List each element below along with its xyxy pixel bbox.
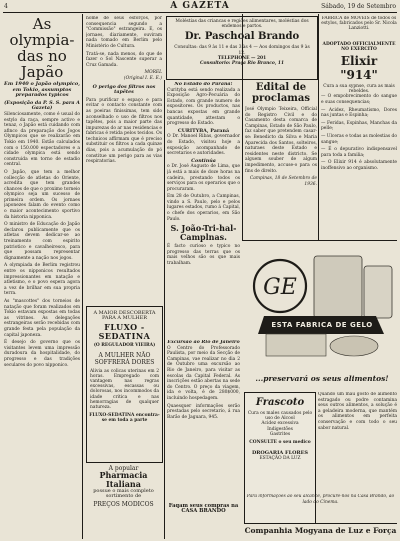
ice-block-icon	[314, 256, 362, 318]
article-title-line1: As olympia-	[9, 16, 75, 49]
elixir-adopted: ADOPTADO OFFICIALMENTE NO EXERCITO	[322, 41, 396, 52]
fluxo-sedatina-ad	[86, 306, 163, 463]
frascoto-line: Cura os males causados pelo uso de Alcool	[247, 411, 313, 422]
doctor-specialty: Moléstias das criancas e regiões alimentares, moléstias dos endemos e partos.	[175, 19, 309, 30]
elixir-intro: Cura a sua sypnse, cura as mais rebeldes.	[323, 84, 395, 95]
elixir-product-name: Elixir "914"	[340, 54, 378, 83]
elixir-bullet: — É o depurativo indispensavel para toda a familia;	[321, 147, 397, 158]
elixir-bullet: — Acidez, Rheumatismo, Dores nas juntas e Espinha;	[321, 107, 397, 119]
mogyana-ad: Companhia Mogyana de Luz e Força	[244, 526, 397, 535]
column-2-text	[86, 16, 162, 306]
header-rule	[3, 12, 397, 13]
frascoto-brand: Frascoto	[255, 397, 305, 408]
frascoto-line: Gastrites	[269, 431, 291, 437]
pharmacia-name: Pharmacia Italiana	[99, 470, 148, 490]
page-date: Sábado, 19 de Setembro	[321, 3, 396, 10]
paragraph: o Dr. José Augusto de Lima, que já está a mais de doze horas na cadeira, prestando todos os serviços para os operarios que o procuraram.	[167, 164, 240, 192]
paragraph: As "mascottes" dos torneios de natação que foram realizados em Tokio estavam expostas em todas as vitrines. As delegações estrangeiras serão recebidas com grande festa pela população da capital japoneza.	[4, 298, 80, 338]
ice-block-icon	[364, 266, 392, 318]
page-number: 4	[4, 3, 8, 10]
author-signature: MOREL	[144, 70, 162, 76]
fabrica-de-gelo-ad	[244, 242, 397, 387]
pharmacia-italiana-ad	[86, 466, 161, 538]
article-title-line2: das no Japão	[17, 47, 67, 81]
frascoto-line: CONSULTE o seu medico	[249, 440, 311, 446]
paragraph: Em 28 de Outubro, a Campinas, vindo a S. Paulo, pelo e pelos lugares estados, rumo á Capital, o chefe dos operarios, em São Paulo.	[167, 194, 240, 222]
paragraph: Quando um mau gosto de alimento estragado ou podre contamina seus outros alimentos, a solução é a geladeira moderna, que mantém os alimentos em perfeita conservação e com todo o seu sabor natural.	[318, 392, 397, 431]
section-title: Excursão ao Rio de Janeiro	[167, 340, 240, 345]
paragraph: Tratá-se, nada menos, do que de fazer o Sol Nascente superar a Cruz Gamada.	[86, 51, 162, 68]
doctor-ad	[166, 16, 318, 80]
paragraph: Silenciosamente, como é usual do estylo da raça, sempre activo e tenaz, o Japão está cuidando com afinco da preparação dos Jogos Olympicos que se realizarão em Tokio em 1940. Estão calculados com o 150.000 espectadores e a cidade olympica está sendo construida em torno de estadio central.	[4, 111, 80, 168]
column-3-news	[167, 82, 240, 382]
paragraph: O Dr. Manoel Ribas, governador do Estado, visitou hoje a exposição acompanhado de secretarios e autoridades.	[167, 134, 240, 157]
doctor-address: Consultorio: Praça Rio Branco, 11	[199, 61, 285, 67]
pharmacia-line3: possue o mais completo sortimento de	[93, 488, 154, 500]
edital-column	[245, 82, 317, 240]
ge-illustration	[244, 242, 397, 372]
elixir-bullet: — O Elixir 914 é absolutamente inoffensivo ao organismo.	[321, 160, 397, 171]
edital-title: Edital de proclamas	[252, 82, 310, 104]
gelo-banner-text: ESTA FABRICA DE GELO	[271, 321, 373, 329]
column-divider	[164, 80, 165, 539]
column-divider	[82, 14, 83, 539]
edital-date: Campinas, 18 de Setembro de 1936.	[249, 176, 317, 187]
article-olympiadas	[4, 16, 80, 536]
paragraph: Quaesquer informações serão prestadas pelo secretario, á rua Barão de Jaguara, 945.	[167, 403, 240, 420]
doctor-phone: TELEPHONE — 201	[217, 55, 267, 61]
paragraph: Para informações ao seu alcance, procure-nos na Casa Brando, ao lado do Cinema.	[246, 494, 395, 505]
ad-product-name: FLUXO - SEDATINA	[98, 322, 151, 342]
doctor-hours: Consultas: das 9 às 11 e das 3 às 4 — Aos domingos das 9 às 12.	[174, 45, 310, 56]
paragraph: nome de seus esforços, por consequencia segundo a "Commissão" estrangeira. E, os jornaes, diariamente, ouviram nada tomado em Berlim pelo Ministério de Cultura.	[86, 16, 162, 49]
ad-headline: A MAIOR DESCOBERTA PARA A MULHER	[93, 310, 156, 322]
elixir-914-ad	[321, 16, 397, 240]
author-source: (Original I. E. E.)	[123, 75, 162, 81]
pharmacia-line1: A popular	[108, 465, 139, 472]
newspaper-title: A GAZETA	[170, 1, 230, 11]
furniture-notice: FABRICA de MOVEIS de todos os estylos, fabricados pelo Sr. Nicola Lanziotti.	[321, 16, 397, 32]
ge-monogram-icon: GE	[263, 275, 297, 300]
gelo-tagline: ...preservará os seus alimentos!	[255, 374, 389, 383]
paragraph: Para purificar o espaço e para evitar o contacto constante com as poeiras finissimas, tem sido aconselhado o uso de filtros nos tapêtes, pois a maior parte das impurezas do ar nas residencias e fabricas é retida pelos tecidos. Os technicos affirmam que é preciso substituir os filtros a cada quinze dias, pois a acumulação do pó constitue um perigo para as vias respiratorias.	[86, 97, 162, 165]
elixir-bullet: — O empobrecimento do sangue e suas consequencias;	[321, 94, 397, 106]
gelo-article-text	[318, 392, 397, 492]
section-rule	[242, 240, 397, 241]
gelo-small-print	[244, 494, 397, 516]
page-header	[0, 0, 400, 12]
paragraph: A olympiada de Berlim registrou entre os nipponicos resultados impressionantes em natação e atletismo, e o povo espera agora a vez de brilhar em sua propria terra.	[4, 263, 80, 297]
pharmacia-prices: PREÇOS MODICOS	[93, 500, 154, 508]
section-title: O perigo dos filtros nos tapêtes	[92, 83, 156, 96]
casa-brando-ad: Faqam seus compras na CASA BRANDO	[168, 503, 239, 515]
article-credit: (Exposição da P. S. S. para A Gazeta)	[4, 99, 80, 112]
elixir-bullet: — Ulceras e todas as molestias do sangue;	[321, 133, 397, 145]
food-tray-icon	[266, 334, 326, 356]
ad-subtitle: (O REGULADOR VIEIRA)	[93, 343, 156, 349]
section-title: No Estado do Paraná!	[174, 82, 233, 87]
section-title: Continúa	[191, 157, 216, 164]
paragraph: O ministro de Educação do Japão declarou publicamente que os atletas devem dedicar-se ao treinamento com espirito patriotico e cavalheiresco, para que possam representar dignamente a nação nos jogos.	[4, 222, 80, 261]
frascoto-row: ESTAÇÃO DA LUZ	[259, 456, 301, 462]
paragraph: É desejo do governo que os visitantes levem uma impressão duradoura da hospitalidade, do progresso e das tradições seculares do povo nipponico.	[4, 340, 80, 368]
column-divider	[318, 14, 319, 240]
frascoto-line: Acidez excessiva	[261, 421, 299, 427]
paragraph: É facto curioso e typico no progresso das terras que os mais velhos são os que mais trabalham.	[167, 244, 240, 267]
ad-footer: FLUXO-SEDATINA encontra-se em toda a parte	[89, 413, 160, 424]
paragraph: José Olympio Teixeira, Official do Registro Civil e do Casamento desta comarca de Campinas, Estado de São Paulo, faz saber que pretendem casar-se: Benedicto da Silva e Maria Aparecida dos Santos, solteiros, naturaes deste Estado e residentes neste districto. Se alguem souber de algum impedimento, accuse-o para os fins de direito.	[245, 107, 317, 174]
column-3-excursion	[167, 340, 240, 500]
article-subtitle: Em 1940 o Japão olympico, em Tokio, assumptos preparados typicos	[4, 81, 80, 99]
doctor-name: Dr. Paschoal Brando	[184, 31, 300, 43]
section-rule	[244, 523, 397, 524]
highlight-ad: S. João-Tri-hal-Camplnas.	[170, 223, 237, 243]
ad-tagline: A MULHER NÃO SOFFRERÁ DORES	[94, 351, 155, 366]
ad-body: Alivia as colicas uterinas em 2 horas. Empregado com vantagem nas regras excessivas, escassas ou dolorosas, nos incommodos da idade critica e nas hemorragias de qualquer natureza.	[90, 368, 159, 411]
elixir-bullet: — Feridas, Espinhas, Manchas da pelle;	[321, 120, 397, 132]
paragraph: Curityba está sendo realizada a Exposição Agro-Pecuária do Estado, com grande numero de expositores. Os productos, nas bancas expostas em grande quantidade, attestam o progresso do Estado.	[167, 87, 240, 127]
food-bowl-icon	[330, 336, 378, 356]
paragraph: O Japão, que tem a melhor collecção de atletas do Oriente, acredita que tem grandes chances de que o proximo torneio olympico seja um sucesso de primeira ordem. Os jornaes japonezes falam do evento como o maior acontecimento sportivo da historia nipponica.	[4, 169, 80, 220]
frascoto-footer: DROGARIA FLORES	[251, 450, 309, 457]
section-title: CURITYBA, Paraná	[177, 127, 230, 134]
frascoto-line: Indigestões	[267, 426, 293, 432]
paragraph: O Centro do Professorado Paulista, por meio da Secção de Campinas, vae realizar no dia 2 de Outubro uma excursão ao Rio de Janeiro, para visitar as escolas da Capital Federal. As inscrições estão abertas na sede do Centro. O preço da viagem, ida e volta, é de 280$000, incluindo hospedagem.	[167, 345, 240, 401]
